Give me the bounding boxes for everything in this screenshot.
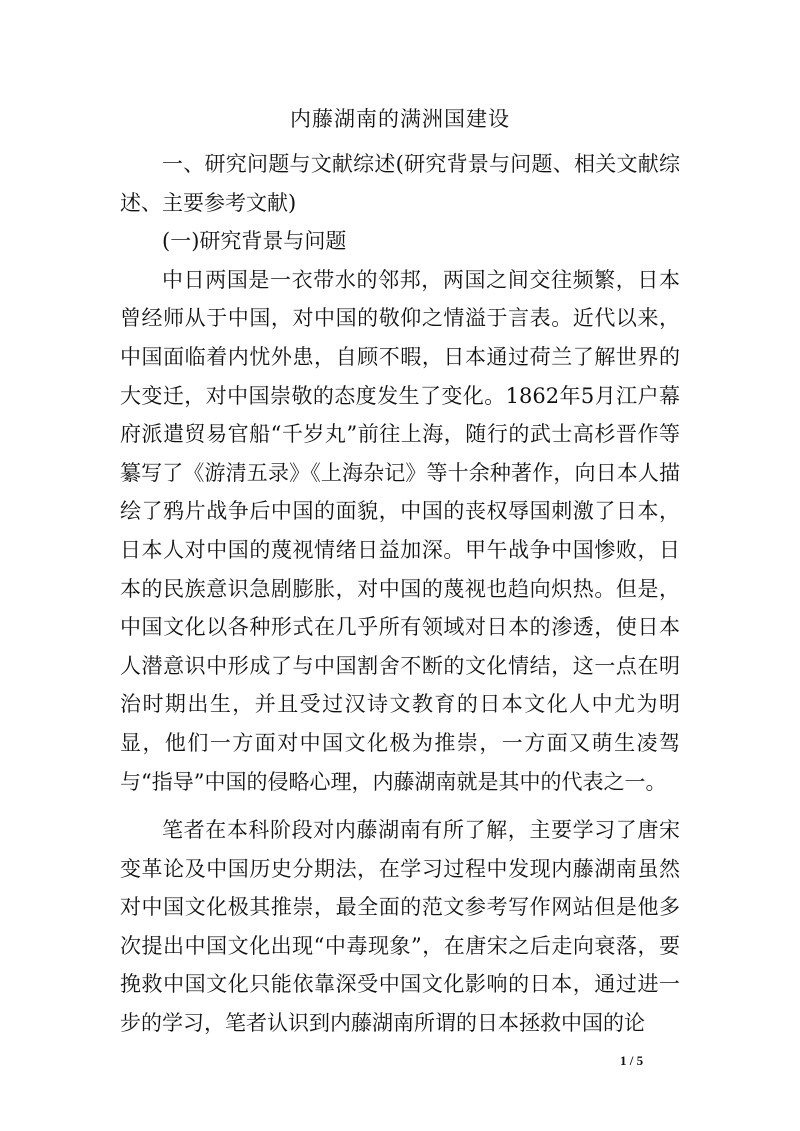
section-heading: 一、研究问题与文献综述(研究背景与问题、相关文献综述、主要参考文献) xyxy=(120,152,680,215)
document-title: 内藤湖南的满洲国建设 xyxy=(290,107,510,131)
document-body xyxy=(120,145,680,1043)
paragraph: 笔者在本科阶段对内藤湖南有所了解，主要学习了唐宋变革论及中国历史分期法，在学习过程中发现内藤湖南虽然对中国文化极其推崇，最全面的范文参考写作网站但是他多次提出中国文化出现“中毒现象”，在唐宋之后走向衰落，要挽救中国文化只能依靠深受中国文化影响的日本，通过进一步的学习，笔者认识到内藤湖南所谓的日本拯救中国的论 xyxy=(120,818,680,1036)
paragraph: 中日两国是一衣带水的邻邦，两国之间交往频繁，日本曾经师从于中国，对中国的敬仰之情溢于言表。近代以来，中国面临着内忧外患，自顾不暇，日本通过荷兰了解世界的大变迁，对中国崇敬的态度发生了变化。1862年5月江户幕府派遣贸易官船“千岁丸”前往上海，随行的武士高杉晋作等纂写了《游清五录》《上海杂记》等十余种著作，向日本人描绘了鸦片战争后中国的面貌，中国的丧权辱国刺激了日本，日本人对中国的蔑视情绪日益加深。甲午战争中国惨败，日本的民族意识急剧膨胀，对中国的蔑视也趋向炽热。但是，中国文化以各种形式在几乎所有领域对日本的渗透，使日本人潜意识中形成了与中国割舍不断的文化情结，这一点在明治时期出生，并且受过汉诗文教育的日本文化人中尤为明显，他们一方面对中国文化极为推崇，一方面又萌生凌驾与“指导”中国的侵略心理，内藤湖南就是其中的代表之一。 xyxy=(120,267,680,794)
subsection-heading: (一)研究背景与问题 xyxy=(162,229,347,254)
page-number: 1 / 5 xyxy=(620,1053,644,1068)
